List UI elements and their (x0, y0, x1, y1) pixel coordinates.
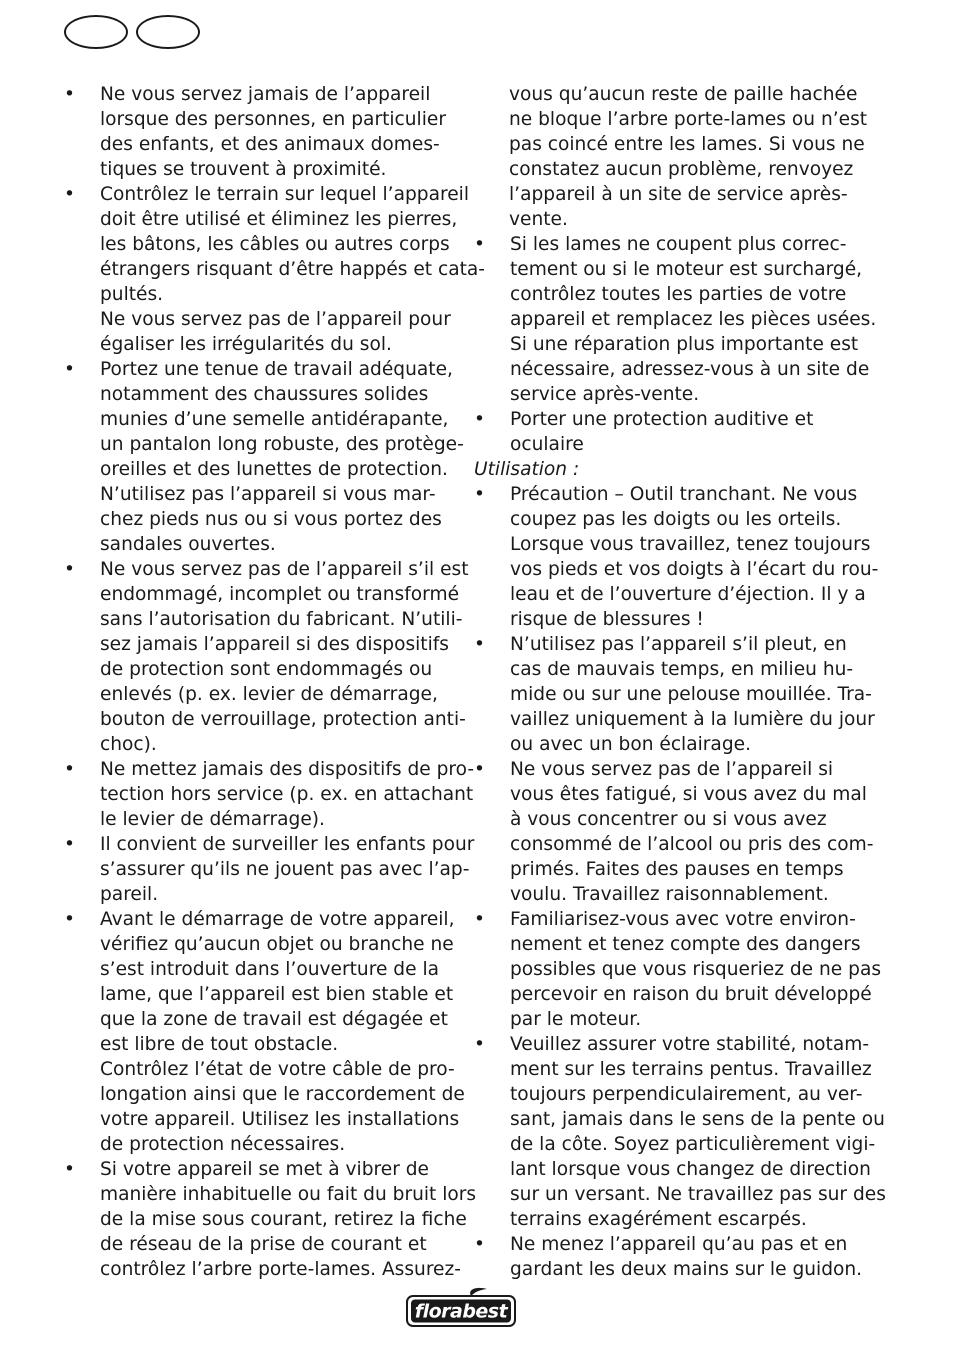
bullet-item (64, 357, 464, 557)
text-line: par le moteur. (510, 1009, 642, 1030)
text-line: risque de blessures ! (510, 609, 704, 630)
bullet-marker: • (474, 759, 485, 780)
bullet-item (474, 1032, 886, 1232)
bullet-marker: • (474, 234, 485, 255)
bullet-marker: • (474, 409, 485, 430)
bullet-marker: • (64, 184, 75, 205)
continuation-text (474, 82, 866, 232)
text-line: nécessaire, adressez-vous à un site de (510, 359, 870, 380)
text-line: l’appareil à un site de service après- (509, 184, 848, 205)
text-line: vente. (509, 209, 568, 230)
text-line: Porter une protection auditive et (510, 409, 814, 430)
bullet-item (64, 557, 469, 757)
text-line: Avant le démarrage de votre appareil, (100, 909, 455, 930)
text-line: leau et de l’ouverture d’éjection. Il y a (510, 584, 866, 605)
text-line: consommé de l’alcool ou pris des com- (510, 834, 874, 855)
bullet-marker: • (64, 359, 75, 380)
text-line: possibles que vous risqueriez de ne pas (510, 959, 882, 980)
florabest-logo-graphic (405, 1287, 517, 1329)
text-line: contrôlez toutes les parties de votre (510, 284, 847, 305)
text-line: de la côte. Soyez particulièrement vigi- (510, 1134, 876, 1155)
text-line: lant lorsque vous changez de direction (510, 1159, 871, 1180)
text-line: tection hors service (p. ex. en attachant (100, 784, 474, 805)
bullet-marker: • (64, 909, 75, 930)
text-line: toujours perpendiculairement, au ver- (510, 1084, 863, 1105)
bullet-item (64, 82, 450, 182)
bullet-marker: • (64, 84, 75, 105)
text-line: Ne vous servez pas de l’appareil pour (100, 309, 451, 330)
language-badges (64, 15, 200, 49)
left-column (64, 82, 486, 1282)
bullet-marker: • (474, 634, 485, 655)
bullet-item (64, 1157, 477, 1282)
text-line: notamment des chaussures solides (100, 384, 429, 405)
text-line: sant, jamais dans le sens de la pente ou (510, 1109, 885, 1130)
text-line: de protection sont endommagés ou (100, 659, 433, 680)
bullet-marker: • (64, 1159, 75, 1180)
text-line: constatez aucun problème, renvoyez (509, 159, 854, 180)
text-line: coupez pas les doigts ou les orteils. (510, 509, 842, 530)
text-line: N’utilisez pas l’appareil si vous mar- (100, 484, 436, 505)
text-line: sur un versant. Ne travaillez pas sur des (510, 1184, 886, 1205)
bullet-item (64, 832, 475, 907)
text-line: Contrôlez le terrain sur lequel l’appareil (100, 184, 469, 205)
text-line: voulu. Travaillez raisonnablement. (510, 884, 829, 905)
text-line: ou avec un bon éclairage. (510, 734, 751, 755)
text-line: vous êtes fatigué, si vous avez du mal (510, 784, 867, 805)
text-line: doit être utilisé et éliminez les pierres, (100, 209, 458, 230)
text-line: étrangers risquant d’être happés et cata- (100, 259, 486, 280)
text-line: votre appareil. Utilisez les installations (100, 1109, 460, 1130)
bullet-marker: • (64, 834, 75, 855)
bullet-item (64, 907, 465, 1157)
text-line: lorsque des personnes, en particulier (100, 109, 446, 130)
text-line: que la zone de travail est dégagée et (100, 1009, 448, 1030)
text-line: Précaution – Outil tranchant. Ne vous (510, 484, 858, 505)
text-line: Ne vous servez jamais de l’appareil (100, 84, 431, 105)
text-line: tement ou si le moteur est surchargé, (510, 259, 863, 280)
text-line: Veuillez assurer votre stabilité, notam- (510, 1034, 870, 1055)
text-line: ment sur les terrains pentus. Travaillez (510, 1059, 872, 1080)
text-line: contrôlez l’arbre porte-lames. Assurez- (100, 1259, 461, 1280)
bullet-item (474, 232, 877, 407)
language-badge-2 (136, 15, 200, 49)
text-line: tiques se trouvent à proximité. (100, 159, 387, 180)
text-line: à vous concentrer ou si vous avez (510, 809, 827, 830)
text-line: égaliser les irrégularités du sol. (100, 334, 392, 355)
right-column (474, 82, 886, 1282)
text-line: sans l’autorisation du fabricant. N’utili- (100, 609, 463, 630)
text-line: Ne menez l’appareil qu’au pas et en (510, 1234, 848, 1255)
section-heading (474, 457, 866, 482)
text-line: mide ou sur une pelouse mouillée. Tra- (510, 684, 872, 705)
text-line: de protection nécessaires. (100, 1134, 346, 1155)
text-line: vérifiez qu’aucun objet ou branche ne (100, 934, 454, 955)
text-line: Ne vous servez pas de l’appareil si (510, 759, 834, 780)
text-line: Si votre appareil se met à vibrer de (100, 1159, 429, 1180)
bullet-item (474, 407, 866, 457)
text-line: longation ainsi que le raccordement de (100, 1084, 465, 1105)
bullet-marker: • (474, 909, 485, 930)
bullet-item (64, 182, 486, 357)
text-line: bouton de verrouillage, protection anti- (100, 709, 466, 730)
text-line: chez pieds nus ou si vous portez des (100, 509, 442, 530)
text-line: s’est introduit dans l’ouverture de la (100, 959, 440, 980)
bullet-item (474, 757, 874, 907)
text-line: primés. Faites des pauses en temps (510, 859, 844, 880)
text-line: percevoir en raison du bruit développé (510, 984, 872, 1005)
bullet-marker: • (474, 484, 485, 505)
logo-wordmark: florabest (414, 1300, 508, 1323)
text-line: nement et tenez compte des dangers (510, 934, 861, 955)
bullet-item (474, 482, 879, 632)
text-line: Si les lames ne coupent plus correc- (510, 234, 847, 255)
text-line: ne bloque l’arbre porte-lames ou n’est (509, 109, 868, 130)
bullet-item (474, 907, 882, 1032)
text-line: de réseau de la prise de courant et (100, 1234, 427, 1255)
text-line: cas de mauvais temps, en milieu hu- (510, 659, 854, 680)
text-line: de la mise sous courant, retirez la fiche (100, 1209, 467, 1230)
text-line: Portez une tenue de travail adéquate, (100, 359, 453, 380)
text-line: Il convient de surveiller les enfants pour (100, 834, 475, 855)
text-line: vous qu’aucun reste de paille hachée (509, 84, 858, 105)
text-line: pareil. (100, 884, 159, 905)
text-line: Familiarisez-vous avec votre environ- (510, 909, 856, 930)
text-line: enlevés (p. ex. levier de démarrage, (100, 684, 438, 705)
text-line: est libre de tout obstacle. (100, 1034, 339, 1055)
text-line: pas coincé entre les lames. Si vous ne (509, 134, 865, 155)
bullet-marker: • (474, 1034, 485, 1055)
text-line: lame, que l’appareil est bien stable et (100, 984, 454, 1005)
bullet-item (474, 632, 875, 757)
text-line: oculaire (510, 434, 584, 455)
text-line: Ne vous servez pas de l’appareil s’il est (100, 559, 469, 580)
text-line: sez jamais l’appareil si des dispositifs (100, 634, 449, 655)
florabest-logo (405, 1287, 517, 1333)
text-line: sandales ouvertes. (100, 534, 276, 555)
text-line: des enfants, et des animaux domes- (100, 134, 440, 155)
text-line: Lorsque vous travaillez, tenez toujours (510, 534, 871, 555)
text-line: terrains exagérément escarpés. (510, 1209, 807, 1230)
bullet-marker: • (474, 1234, 485, 1255)
text-line: appareil et remplacez les pièces usées. (510, 309, 877, 330)
text-line: munies d’une semelle antidérapante, (100, 409, 449, 430)
text-line: s’assurer qu’ils ne jouent pas avec l’ap- (100, 859, 470, 880)
text-line: endommagé, incomplet ou transformé (100, 584, 460, 605)
text-line: un pantalon long robuste, des protège- (100, 434, 464, 455)
text-line: vos pieds et vos doigts à l’écart du rou- (510, 559, 879, 580)
text-line: les bâtons, les câbles ou autres corps (100, 234, 450, 255)
bullet-item (474, 1232, 866, 1282)
bullet-item (64, 757, 475, 832)
text-line: choc). (100, 734, 157, 755)
text-line: Contrôlez l’état de votre câble de pro- (100, 1059, 455, 1080)
text-line: Utilisation : (474, 459, 580, 480)
language-badge-1 (64, 15, 128, 49)
text-line: N’utilisez pas l’appareil s’il pleut, en (510, 634, 847, 655)
bullet-marker: • (64, 559, 75, 580)
text-line: Si une réparation plus importante est (510, 334, 859, 355)
text-line: gardant les deux mains sur le guidon. (510, 1259, 863, 1280)
text-line: service après-vente. (510, 384, 700, 405)
text-line: pultés. (100, 284, 164, 305)
text-line: vaillez uniquement à la lumière du jour (510, 709, 875, 730)
text-line: oreilles et des lunettes de protection. (100, 459, 448, 480)
text-line: le levier de démarrage). (100, 809, 325, 830)
text-line: manière inhabituelle ou fait du bruit lors (100, 1184, 477, 1205)
bullet-marker: • (64, 759, 75, 780)
text-line: Ne mettez jamais des dispositifs de pro- (100, 759, 475, 780)
